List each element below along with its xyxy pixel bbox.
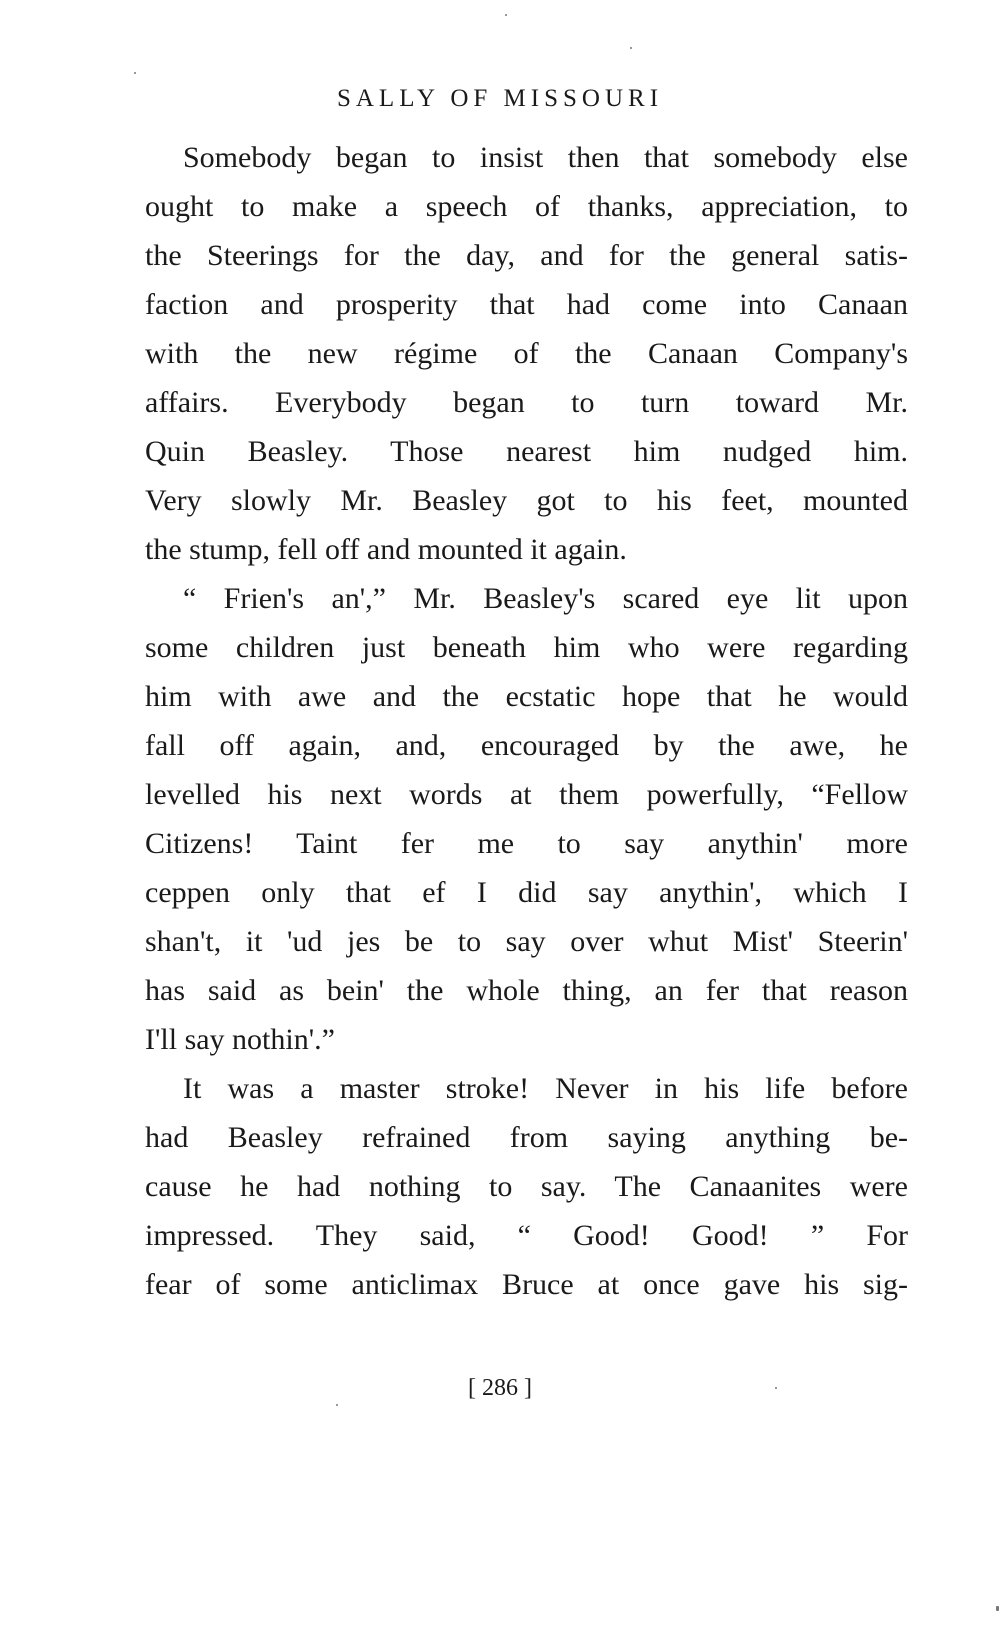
text-line: Citizens! Taint fer me to say anythin' more — [145, 827, 908, 860]
text-line: fear of some anticlimax Bruce at once gave his sig- — [145, 1268, 908, 1301]
text-line: faction and prosperity that had come into Canaan — [145, 288, 908, 321]
text-line: “ Frien's an',” Mr. Beasley's scared eye lit upon — [183, 582, 908, 615]
text-line: ceppen only that ef I did say anythin', which I — [145, 876, 908, 909]
text-line: with the new régime of the Canaan Company's — [145, 337, 908, 370]
text-line: some children just beneath him who were regarding — [145, 631, 908, 664]
text-line: had Beasley refrained from saying anything be- — [145, 1121, 908, 1154]
scan-speck — [630, 47, 632, 49]
scan-speck — [134, 72, 136, 74]
text-line: shan't, it 'ud jes be to say over whut Mist' Steerin' — [145, 925, 908, 958]
text-line: fall off again, and, encouraged by the awe, he — [145, 729, 908, 762]
text-line: cause he had nothing to say. The Canaanites were — [145, 1170, 908, 1203]
text-line: levelled his next words at them powerfully, “Fellow — [145, 778, 908, 811]
text-line: Somebody began to insist then that somebody else — [183, 141, 908, 174]
text-line: It was a master stroke! Never in his life before — [183, 1072, 908, 1105]
scan-speck — [336, 1404, 338, 1406]
text-line: the Steerings for the day, and for the general satis- — [145, 239, 908, 272]
running-head: SALLY OF MISSOURI — [336, 85, 664, 112]
scan-speck — [505, 14, 507, 16]
text-line: ought to make a speech of thanks, appreciation, to — [145, 190, 908, 223]
text-line: Quin Beasley. Those nearest him nudged him. — [145, 435, 908, 468]
text-line: the stump, fell off and mounted it again. — [145, 533, 627, 566]
text-line: him with awe and the ecstatic hope that he would — [145, 680, 908, 713]
scan-speck — [775, 1387, 777, 1389]
text-line: impressed. They said, “ Good! Good! ” For — [145, 1219, 908, 1252]
text-line: Very slowly Mr. Beasley got to his feet, mounted — [145, 484, 908, 517]
text-line: affairs. Everybody began to turn toward Mr. — [145, 386, 908, 419]
page-number: [ 286 ] — [468, 1375, 532, 1401]
scan-speck — [996, 1606, 999, 1611]
text-line: I'll say nothin'.” — [145, 1023, 335, 1056]
text-line: has said as bein' the whole thing, an fer that reason — [145, 974, 908, 1007]
